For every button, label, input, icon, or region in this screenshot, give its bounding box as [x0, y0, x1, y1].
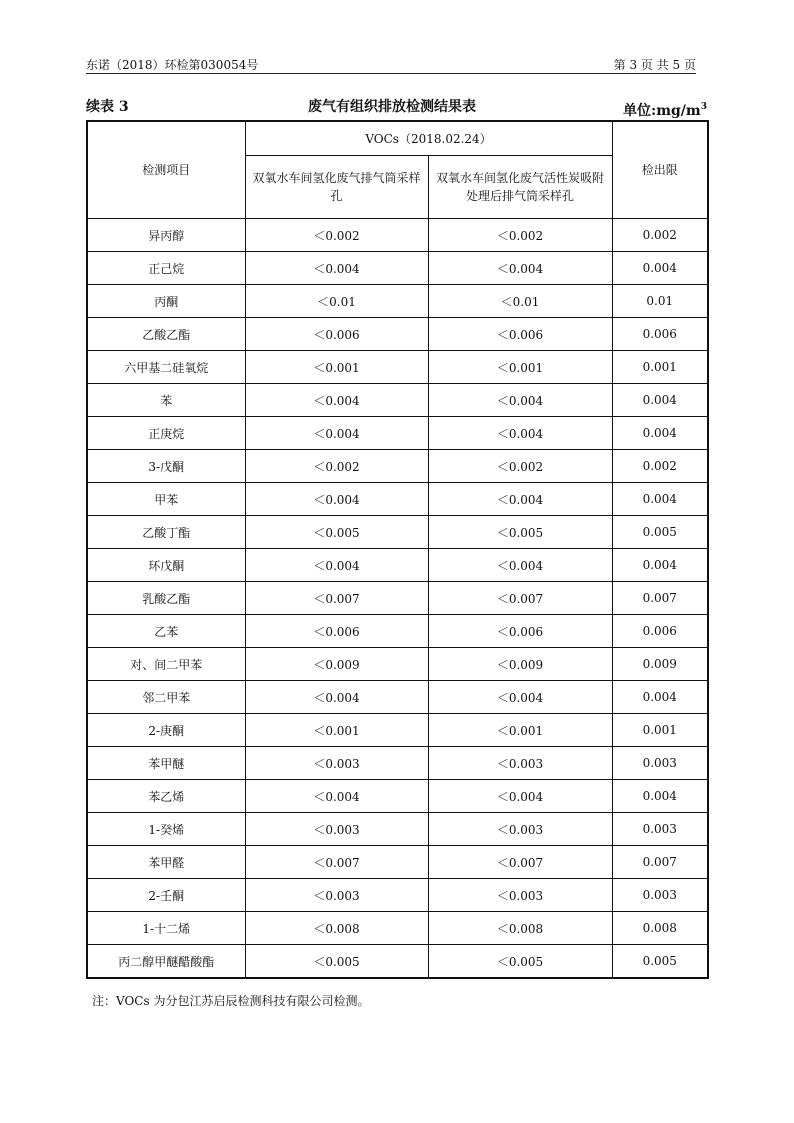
cell-site-a: ＜0.003 — [245, 879, 428, 912]
col-header-limit: 检出限 — [612, 121, 708, 219]
cell-site-b: ＜0.004 — [428, 549, 612, 582]
cell-site-a: ＜0.004 — [245, 681, 428, 714]
cell-site-b: ＜0.007 — [428, 582, 612, 615]
col-header-group: VOCs（2018.02.24） — [245, 121, 612, 156]
cell-limit: 0.004 — [612, 483, 708, 516]
cell-limit: 0.004 — [612, 681, 708, 714]
cell-site-a: ＜0.006 — [245, 318, 428, 351]
cell-site-b: ＜0.004 — [428, 252, 612, 285]
cell-item: 乙酸丁酯 — [87, 516, 245, 549]
cell-site-b: ＜0.005 — [428, 945, 612, 979]
table-row — [87, 285, 708, 318]
col-header-item: 检测项目 — [87, 121, 245, 219]
cell-site-b: ＜0.01 — [428, 285, 612, 318]
cell-item: 乳酸乙酯 — [87, 582, 245, 615]
cell-site-b: ＜0.003 — [428, 747, 612, 780]
cell-limit: 0.007 — [612, 846, 708, 879]
cell-limit: 0.004 — [612, 384, 708, 417]
cell-limit: 0.001 — [612, 714, 708, 747]
table-row — [87, 318, 708, 351]
cell-site-b: ＜0.004 — [428, 417, 612, 450]
results-table — [86, 120, 709, 979]
cell-site-b: ＜0.008 — [428, 912, 612, 945]
cell-site-a: ＜0.006 — [245, 615, 428, 648]
cell-item: 乙酸乙酯 — [87, 318, 245, 351]
table-label: 续表 3 — [86, 99, 129, 115]
cell-limit: 0.004 — [612, 780, 708, 813]
cell-limit: 0.009 — [612, 648, 708, 681]
cell-limit: 0.006 — [612, 318, 708, 351]
cell-limit: 0.002 — [612, 219, 708, 252]
cell-limit: 0.004 — [612, 417, 708, 450]
cell-site-a: ＜0.004 — [245, 549, 428, 582]
cell-site-b: ＜0.001 — [428, 351, 612, 384]
cell-item: 乙苯 — [87, 615, 245, 648]
cell-site-b: ＜0.007 — [428, 846, 612, 879]
table-row — [87, 384, 708, 417]
cell-site-a: ＜0.002 — [245, 219, 428, 252]
cell-item: 丙二醇甲醚醋酸酯 — [87, 945, 245, 979]
cell-site-b: ＜0.004 — [428, 681, 612, 714]
cell-site-b: ＜0.004 — [428, 780, 612, 813]
cell-item: 正庚烷 — [87, 417, 245, 450]
cell-site-a: ＜0.004 — [245, 417, 428, 450]
cell-limit: 0.008 — [612, 912, 708, 945]
table-row — [87, 780, 708, 813]
footnote: 注：VOCs 为分包江苏启辰检测科技有限公司检测。 — [92, 994, 370, 1008]
cell-site-a: ＜0.004 — [245, 252, 428, 285]
table-row — [87, 450, 708, 483]
cell-site-a: ＜0.004 — [245, 483, 428, 516]
table-row — [87, 813, 708, 846]
cell-item: 1-癸烯 — [87, 813, 245, 846]
cell-site-b: ＜0.002 — [428, 450, 612, 483]
cell-limit: 0.003 — [612, 747, 708, 780]
table-row — [87, 483, 708, 516]
cell-site-b: ＜0.006 — [428, 318, 612, 351]
cell-item: 2-壬酮 — [87, 879, 245, 912]
col-header-site-b: 双氧水车间氢化废气活性炭吸附处理后排气筒采样孔 — [428, 156, 612, 219]
cell-item: 2-庚酮 — [87, 714, 245, 747]
page-header — [86, 57, 696, 74]
table-row — [87, 912, 708, 945]
cell-site-b: ＜0.005 — [428, 516, 612, 549]
cell-item: 环戊酮 — [87, 549, 245, 582]
cell-item: 1-十二烯 — [87, 912, 245, 945]
cell-item: 苯 — [87, 384, 245, 417]
page-info: 第 3 页 共 5 页 — [613, 58, 696, 72]
cell-limit: 0.006 — [612, 615, 708, 648]
cell-site-b: ＜0.003 — [428, 879, 612, 912]
cell-site-a: ＜0.01 — [245, 285, 428, 318]
cell-site-a: ＜0.001 — [245, 714, 428, 747]
cell-item: 苯甲醛 — [87, 846, 245, 879]
cell-limit: 0.002 — [612, 450, 708, 483]
table-row — [87, 615, 708, 648]
cell-item: 对、间二甲苯 — [87, 648, 245, 681]
table-caption — [86, 96, 707, 118]
table-row — [87, 549, 708, 582]
table-row — [87, 879, 708, 912]
cell-site-a: ＜0.002 — [245, 450, 428, 483]
cell-item: 苯乙烯 — [87, 780, 245, 813]
unit-superscript: 3 — [700, 102, 707, 112]
cell-item: 3-戊酮 — [87, 450, 245, 483]
table-row — [87, 219, 708, 252]
header-row-1 — [87, 121, 708, 156]
table-row — [87, 747, 708, 780]
cell-site-a: ＜0.005 — [245, 945, 428, 979]
cell-limit: 0.001 — [612, 351, 708, 384]
report-number: 东诺（2018）环检第030054号 — [86, 58, 259, 72]
table-row — [87, 648, 708, 681]
cell-site-b: ＜0.004 — [428, 384, 612, 417]
table-body — [87, 219, 708, 979]
cell-site-a: ＜0.003 — [245, 747, 428, 780]
cell-limit: 0.005 — [612, 516, 708, 549]
cell-site-a: ＜0.007 — [245, 582, 428, 615]
unit-label — [623, 96, 707, 122]
cell-site-a: ＜0.008 — [245, 912, 428, 945]
cell-limit: 0.007 — [612, 582, 708, 615]
table-row — [87, 681, 708, 714]
cell-site-a: ＜0.004 — [245, 780, 428, 813]
cell-item: 甲苯 — [87, 483, 245, 516]
cell-item: 邻二甲苯 — [87, 681, 245, 714]
cell-site-a: ＜0.004 — [245, 384, 428, 417]
table-row — [87, 351, 708, 384]
table-row — [87, 582, 708, 615]
cell-item: 正己烷 — [87, 252, 245, 285]
cell-site-a: ＜0.001 — [245, 351, 428, 384]
cell-site-a: ＜0.005 — [245, 516, 428, 549]
cell-limit: 0.004 — [612, 549, 708, 582]
cell-limit: 0.005 — [612, 945, 708, 979]
cell-limit: 0.003 — [612, 813, 708, 846]
table-row — [87, 846, 708, 879]
cell-item: 异丙醇 — [87, 219, 245, 252]
cell-item: 苯甲醚 — [87, 747, 245, 780]
table-row — [87, 516, 708, 549]
cell-site-b: ＜0.001 — [428, 714, 612, 747]
table-row — [87, 417, 708, 450]
table-row — [87, 945, 708, 979]
cell-item: 六甲基二硅氧烷 — [87, 351, 245, 384]
cell-site-b: ＜0.004 — [428, 483, 612, 516]
cell-site-a: ＜0.003 — [245, 813, 428, 846]
col-header-site-a: 双氧水车间氢化废气排气筒采样孔 — [245, 156, 428, 219]
table-title: 废气有组织排放检测结果表 — [308, 99, 476, 115]
cell-site-b: ＜0.006 — [428, 615, 612, 648]
table-row — [87, 252, 708, 285]
cell-limit: 0.003 — [612, 879, 708, 912]
cell-item: 丙酮 — [87, 285, 245, 318]
cell-site-b: ＜0.002 — [428, 219, 612, 252]
cell-site-a: ＜0.007 — [245, 846, 428, 879]
table-row — [87, 714, 708, 747]
cell-site-b: ＜0.003 — [428, 813, 612, 846]
cell-site-b: ＜0.009 — [428, 648, 612, 681]
unit-prefix: 单位:mg/m — [623, 103, 701, 119]
cell-site-a: ＜0.009 — [245, 648, 428, 681]
cell-limit: 0.004 — [612, 252, 708, 285]
cell-limit: 0.01 — [612, 285, 708, 318]
